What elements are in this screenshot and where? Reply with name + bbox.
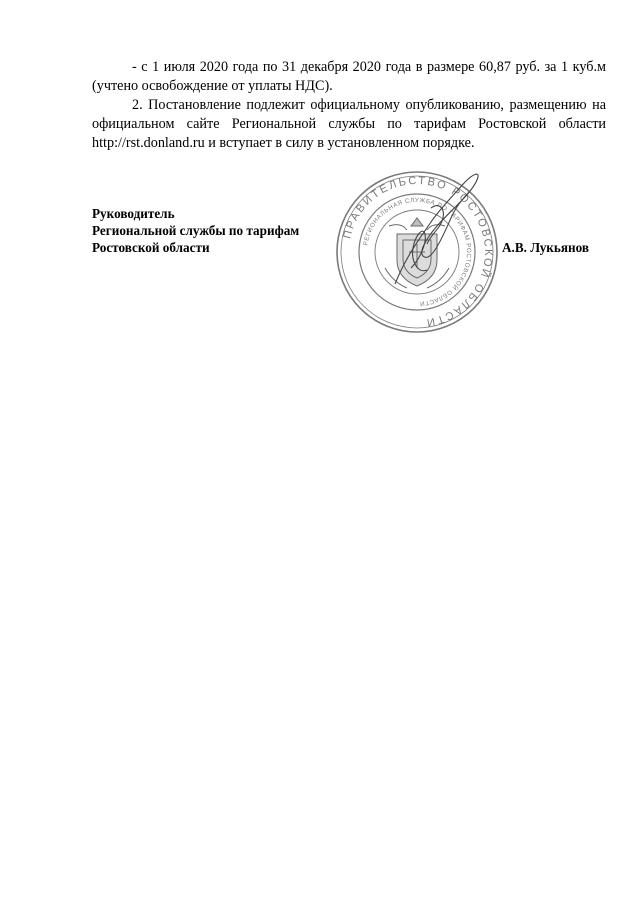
official-seal-stamp <box>327 164 507 340</box>
paragraph-tariff-period: - с 1 июля 2020 года по 31 декабря 2020 года в размере 60,87 руб. за 1 куб.м (учтено освобождение от уплаты НДС). <box>92 59 606 94</box>
signer-name: А.В. Лукьянов <box>502 240 589 255</box>
position-line-3: Ростовской области <box>92 240 210 255</box>
seal-outer-ring-text: ПРАВИТЕЛЬСТВО РОСТОВСКОЙ ОБЛАСТИ <box>341 174 495 329</box>
signatory-position <box>92 205 299 256</box>
position-line-2: Региональной службы по тарифам <box>92 223 300 238</box>
document-body <box>92 58 606 153</box>
paragraph-publication: 2. Постановление подлежит официальному опубликованию, размещению на официальном сайте Региональной службы по тарифам Ростовской области http://rst.donland.ru и вступает в силу в установленном порядке. <box>92 97 606 151</box>
coat-of-arms-emblem <box>385 218 449 288</box>
position-line-1: Руководитель <box>92 206 175 221</box>
seal-inner-ring-text: РЕГИОНАЛЬНАЯ СЛУЖБА ПО ТАРИФАМ РОСТОВСКОЙ ОБЛАСТИ <box>362 196 473 307</box>
